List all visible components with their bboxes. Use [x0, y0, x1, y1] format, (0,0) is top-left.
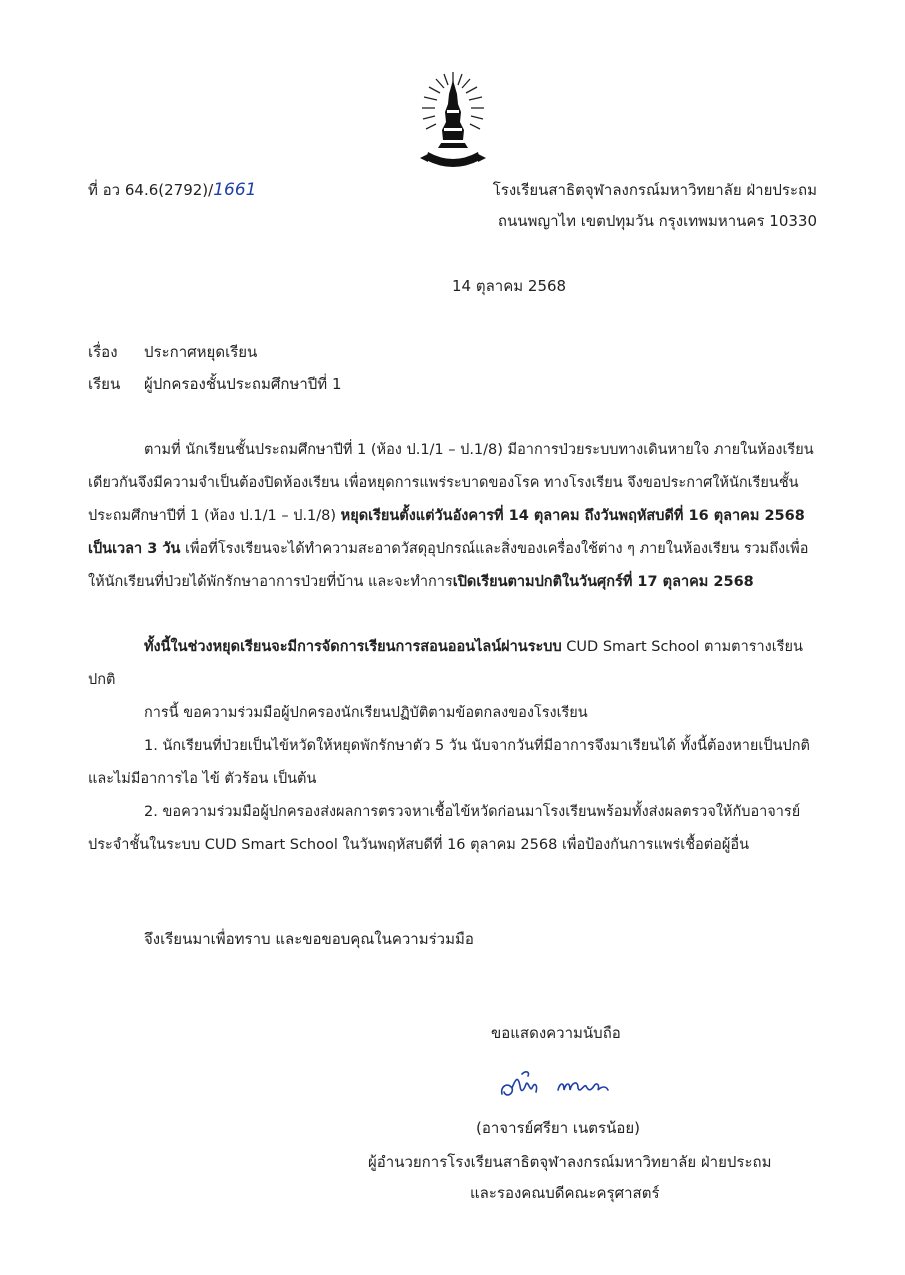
recipient-line — [88, 372, 342, 396]
paragraph-1-bold-reopen-date: เปิดเรียนตามปกติในวันศุกร์ที่ 17 ตุลาคม 2568 — [452, 574, 754, 590]
paragraph-1-text: ตามที่ นักเรียนชั้นประถมศึกษาปีที่ 1 (ห้อง ป.1/1 – ป.1/8) มีอาการป่วยระบบทางเดินหายใจ ภายในห้องเรียนเดียวกันจึงมีความจำเป็นต้องปิดห้องเรียน เพื่อหยุดการแพร่ระบาดของโรค ทางโรงเรียน จึงขอประกาศให้นักเรียนชั้นประถมศึกษาปีที่ 1 (ห้อง ป.1/1 – ป.1/8) — [88, 442, 814, 524]
school-address: ถนนพญาไท เขตปทุมวัน กรุงเทพมหานคร 10330 — [497, 212, 817, 230]
signer-position-2: และรองคณบดีคณะครุศาสตร์ — [470, 1184, 660, 1202]
recipient-label: เรียน — [88, 375, 121, 393]
paragraph-2-text: CUD Smart School ตามตารางเรียนปกติ — [88, 639, 803, 688]
reference-handwritten-number: 1661 — [213, 180, 257, 200]
subject-label: เรื่อง — [88, 343, 118, 361]
paragraph-2-bold-online-learning: ทั้งนี้ในช่วงหยุดเรียนจะมีการจัดการเรียนการสอนออนไลน์ผ่านระบบ — [144, 639, 562, 655]
signer-name: (อาจารย์ศรียา เนตรน้อย) — [476, 1119, 640, 1137]
reference-label: ที่ อว 64.6(2792)/ — [88, 181, 214, 199]
paragraph-1-bold-closure-dates: หยุดเรียนตั้งแต่วันอังคารที่ 14 ตุลาคม ถึงวันพฤหัสบดีที่ 16 ตุลาคม 2568 เป็นเวลา 3 วัน — [88, 508, 805, 557]
signer-position-1: ผู้อำนวยการโรงเรียนสาธิตจุฬาลงกรณ์มหาวิทยาลัย ฝ่ายประถม — [368, 1153, 772, 1171]
body-paragraph-3: การนี้ ขอความร่วมมือผู้ปกครองนักเรียนปฏิบัติตามข้อตกลงของโรงเรียน — [144, 705, 588, 721]
school-emblem-icon — [414, 70, 492, 174]
body-paragraph-2 — [88, 631, 818, 697]
letter-date: 14 ตุลาคม 2568 — [452, 277, 567, 295]
agreement-item-2: 2. ขอความร่วมมือผู้ปกครองส่งผลการตรวจหาเชื้อไข้หวัดก่อนมาโรงเรียนพร้อมทั้งส่งผลตรวจให้กับอาจารย์ประจำชั้นในระบบ CUD Smart School ในวันพฤหัสบดีที่ 16 ตุลาคม 2568 เพื่อป้องกันการแพร่เชื้อต่อผู้อื่น — [88, 804, 801, 853]
agreement-item-1: 1. นักเรียนที่ป่วยเป็นไข้หวัดให้หยุดพักรักษาตัว 5 วัน นับจากวันที่มีอาการจึงมาเรียนได้ ทั้งนี้ต้องหายเป็นปกติและไม่มีอาการไอ ไข้ ตัวร้อน เป็นต้น — [88, 738, 810, 787]
regards-text: ขอแสดงความนับถือ — [491, 1024, 621, 1042]
paragraph-1-text-continued: เพื่อที่โรงเรียนจะได้ทำความสะอาดวัสดุอุปกรณ์และสิ่งของเครื่องใช้ต่าง ๆ ภายในห้องเรียน รวมถึงเพื่อให้นักเรียนที่ป่วยได้พักรักษาอาการป่วยที่บ้าน และจะทำการ — [88, 541, 809, 590]
subject-line — [88, 340, 258, 364]
handwritten-signature — [494, 1064, 624, 1108]
subject-value: ประกาศหยุดเรียน — [144, 343, 258, 361]
body-paragraph-1 — [88, 434, 818, 599]
recipient-value: ผู้ปกครองชั้นประถมศึกษาปีที่ 1 — [144, 375, 342, 393]
reference-number — [88, 178, 256, 202]
closing-sentence: จึงเรียนมาเพื่อทราบ และขอขอบคุณในความร่วมมือ — [144, 930, 474, 948]
school-name: โรงเรียนสาธิตจุฬาลงกรณ์มหาวิทยาลัย ฝ่ายประถม — [492, 181, 817, 199]
